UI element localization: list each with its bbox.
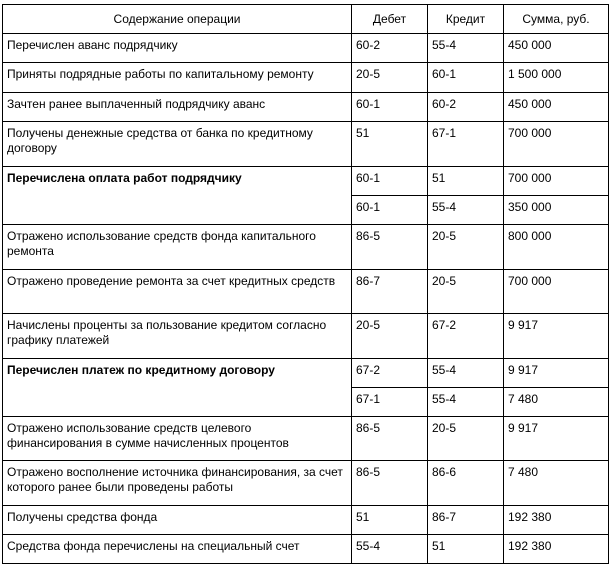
row-amount: 1 500 000 xyxy=(504,63,609,93)
row-credit: 55-4 xyxy=(428,359,504,388)
row-description: Перечислен аванс подрядчику xyxy=(3,34,352,63)
row-amount: 7 480 xyxy=(504,461,609,506)
row-amount: 9 917 xyxy=(504,417,609,461)
row-description: Перечислена оплата работ подрядчику xyxy=(3,167,352,225)
row-credit: 20-5 xyxy=(428,417,504,461)
row-description: Отражено проведение ремонта за счет кредитных средств xyxy=(3,270,352,314)
row-amount: 7 480 xyxy=(504,388,609,417)
table-row xyxy=(3,225,609,270)
row-debit: 20-5 xyxy=(352,63,428,93)
row-description: Начислены проценты за пользование кредитом согласно графику платежей xyxy=(3,314,352,359)
row-credit: 86-7 xyxy=(428,506,504,535)
row-amount: 9 917 xyxy=(504,314,609,359)
row-amount: 192 380 xyxy=(504,535,609,564)
row-description: Получены средства фонда xyxy=(3,506,352,535)
table-row xyxy=(3,314,609,359)
row-description: Отражено использование средств фонда капитального ремонта xyxy=(3,225,352,270)
header-amount: Сумма, руб. xyxy=(504,5,609,34)
table-row xyxy=(3,359,609,388)
row-credit: 86-6 xyxy=(428,461,504,506)
table-row xyxy=(3,34,609,63)
table-row xyxy=(3,506,609,535)
row-debit: 51 xyxy=(352,122,428,167)
table-row xyxy=(3,122,609,167)
row-debit: 67-2 xyxy=(352,359,428,388)
row-debit: 86-5 xyxy=(352,417,428,461)
row-credit: 20-5 xyxy=(428,225,504,270)
table-row xyxy=(3,93,609,122)
row-debit: 55-4 xyxy=(352,535,428,564)
row-credit: 60-2 xyxy=(428,93,504,122)
row-credit: 55-4 xyxy=(428,34,504,63)
row-credit: 55-4 xyxy=(428,196,504,225)
row-debit: 67-1 xyxy=(352,388,428,417)
row-description: Получены денежные средства от банка по кредитному договору xyxy=(3,122,352,167)
header-row xyxy=(3,5,609,34)
table-row xyxy=(3,535,609,564)
header-description: Содержание операции xyxy=(3,5,352,34)
row-amount: 700 000 xyxy=(504,167,609,196)
row-debit: 86-5 xyxy=(352,461,428,506)
row-description: Средства фонда перечислены на специальный счет xyxy=(3,535,352,564)
row-credit: 51 xyxy=(428,167,504,196)
row-amount: 700 000 xyxy=(504,270,609,314)
row-amount: 350 000 xyxy=(504,196,609,225)
row-credit: 55-4 xyxy=(428,388,504,417)
table-row xyxy=(3,270,609,314)
row-debit: 60-1 xyxy=(352,196,428,225)
row-amount: 9 917 xyxy=(504,359,609,388)
table-row xyxy=(3,167,609,196)
row-description: Отражено использование средств целевого финансирования в сумме начисленных процентов xyxy=(3,417,352,461)
table-row xyxy=(3,417,609,461)
row-debit: 60-2 xyxy=(352,34,428,63)
row-credit: 60-1 xyxy=(428,63,504,93)
row-credit: 67-1 xyxy=(428,122,504,167)
row-amount: 800 000 xyxy=(504,225,609,270)
row-debit: 20-5 xyxy=(352,314,428,359)
row-debit: 60-1 xyxy=(352,167,428,196)
row-description: Приняты подрядные работы по капитальному ремонту xyxy=(3,63,352,93)
row-debit: 60-1 xyxy=(352,93,428,122)
row-debit: 86-7 xyxy=(352,270,428,314)
row-amount: 192 380 xyxy=(504,506,609,535)
header-debit: Дебет xyxy=(352,5,428,34)
row-credit: 51 xyxy=(428,535,504,564)
row-amount: 450 000 xyxy=(504,34,609,63)
row-credit: 20-5 xyxy=(428,270,504,314)
table-row xyxy=(3,63,609,93)
row-description: Зачтен ранее выплаченный подрядчику аванс xyxy=(3,93,352,122)
row-debit: 86-5 xyxy=(352,225,428,270)
table-row xyxy=(3,461,609,506)
row-description: Отражено восполнение источника финансирования, за счет которого ранее были проведены работы xyxy=(3,461,352,506)
ledger-table xyxy=(2,4,609,564)
row-debit: 51 xyxy=(352,506,428,535)
row-description: Перечислен платеж по кредитному договору xyxy=(3,359,352,417)
row-amount: 700 000 xyxy=(504,122,609,167)
row-amount: 450 000 xyxy=(504,93,609,122)
header-credit: Кредит xyxy=(428,5,504,34)
row-credit: 67-2 xyxy=(428,314,504,359)
